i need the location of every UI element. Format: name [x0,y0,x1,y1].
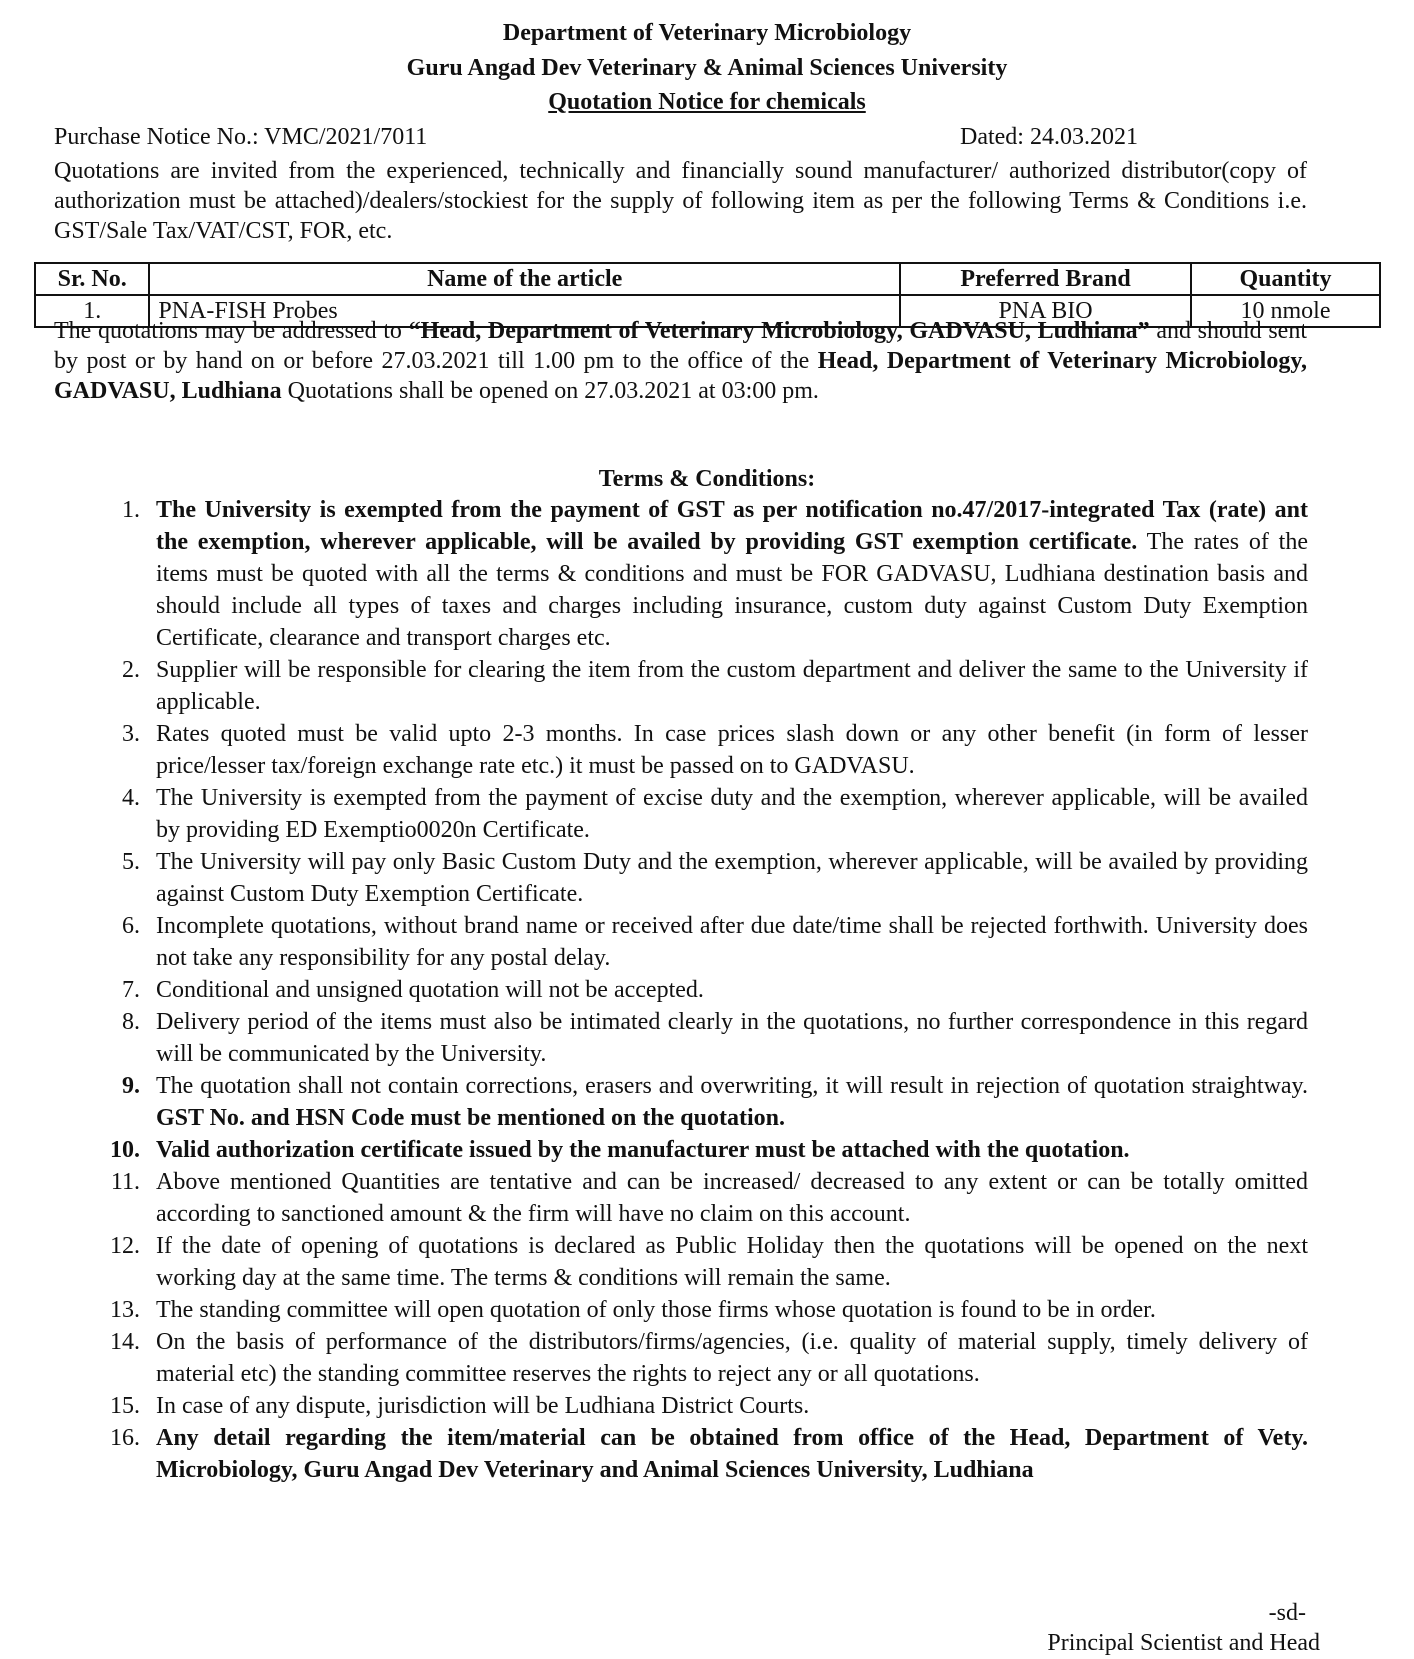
term-number: 1. [122,497,140,523]
term-number: 6. [122,913,140,939]
term-text: The standing committee will open quotation of only those firms whose quotation is found to be in order. [156,1297,1156,1323]
term-bold-text: GST No. and HSN Code must be mentioned on the quotation. [156,1105,786,1131]
term-text: The University will pay only Basic Custom Duty and the exemption, wherever applicable, will be availed by providing against Custom Duty Exemption Certificate. [156,849,1308,907]
cell-sr-no: 1. [35,295,149,327]
header-article: Name of the article [149,263,900,295]
term-number: 16. [110,1425,140,1451]
term-number: 9. [122,1073,140,1099]
address-text-2: and should sent by post or by hand on or before 27.03.2021 till 1.00 pm to the office of the [54,318,1307,374]
term-body-text: The rates of the items must be quoted with all the terms & conditions and must be FOR GADVASU, Ludhiana destination basis and should include all types of taxes and charges including insurance, custom duty against Custom Duty Exemption Certificate, clearance and transport charges etc. [156,529,1308,651]
term-number: 8. [122,1009,140,1035]
address-bold-2: Head, Department of Veterinary Microbiology, GADVASU, Ludhiana [54,348,1307,404]
department-heading: Department of Veterinary Microbiology [502,20,912,46]
term-number: 12. [110,1233,140,1259]
terms-title: Terms & Conditions: [598,466,816,492]
term-number: 10. [110,1137,140,1163]
term-text [156,1070,1308,1134]
intro-paragraph: Quotations are invited from the experienced, technically and financially sound manufacturer/ authorized distributor(copy of authorization must be attached)/dealers/stockiest for the supply of following item as per the following Terms & Conditions i.e. GST/Sale Tax/VAT/CST, FOR, etc. [54,158,1307,244]
term-text: Above mentioned Quantities are tentative and can be increased/ decreased to any extent or can be totally omitted according to sanctioned amount & the firm will have no claim on this account. [156,1169,1308,1227]
address-paragraph [54,316,1307,406]
list-item [0,1390,1414,1422]
term-text: On the basis of performance of the distributors/firms/agencies, (i.e. quality of material supply, timely delivery of material etc) the standing committee reserves the rights to reject any or all quotations. [156,1329,1308,1387]
term-number: 4. [122,785,140,811]
term-text: If the date of opening of quotations is declared as Public Holiday then the quotations will be opened on the next working day at the same time. The terms & conditions will remain the same. [156,1233,1308,1291]
table-header-row [35,263,1380,295]
list-item [0,974,1414,1006]
list-item [0,782,1414,846]
list-item [0,1422,1414,1486]
cell-quantity: 10 nmole [1191,295,1380,327]
term-text [156,494,1308,654]
header-quantity: Quantity [1191,263,1380,295]
term-text: Incomplete quotations, without brand name or received after due date/time shall be rejected forthwith. University does not take any responsibility for any postal delay. [156,913,1308,971]
term-number: 15. [110,1393,140,1419]
list-item [0,494,1414,654]
term-text: Any detail regarding the item/material can be obtained from office of the Head, Department of Vety. Microbiology, Guru Angad Dev Veterinary and Animal Sciences University, Ludhiana [156,1425,1308,1483]
notice-title-text: Quotation Notice for chemicals [548,89,866,115]
purchase-notice-number: Purchase Notice No.: VMC/2021/7011 [54,124,428,150]
list-item [0,846,1414,910]
notice-date: Dated: 24.03.2021 [960,124,1138,150]
terms-list [0,494,1414,1486]
term-number: 7. [122,977,140,1003]
list-item [0,718,1414,782]
term-text: In case of any dispute, jurisdiction will be Ludhiana District Courts. [156,1393,810,1419]
term-text: Rates quoted must be valid upto 2-3 months. In case prices slash down or any other benefit (in form of lesser price/lesser tax/foreign exchange rate etc.) it must be passed on to GADVASU. [156,721,1308,779]
notice-title [0,87,1414,117]
address-text-3: Quotations shall be opened on 27.03.2021 at 03:00 pm. [281,378,819,404]
list-item [0,654,1414,718]
term-bold-text: The University is exempted from the payment of GST as per notification no.47/2017-integrated Tax (rate) ant the exemption, wherever applicable, will be availed by providing GST exemption certificate. [156,497,1308,555]
address-bold-1: “Head, Department of Veterinary Microbiology, GADVASU, Ludhiana” [408,318,1150,344]
term-body-text: The quotation shall not contain corrections, erasers and overwriting, it will result in rejection of quotation straightway. [156,1073,1308,1099]
term-number: 3. [122,721,140,747]
term-number: 2. [122,657,140,683]
list-item [0,1006,1414,1070]
term-text: The University is exempted from the payment of excise duty and the exemption, wherever applicable, will be availed by providing ED Exemptio0020n Certificate. [156,785,1308,843]
cell-article: PNA-FISH Probes [149,295,900,327]
address-text-1: The quotations may be addressed to [54,318,409,344]
term-number: 11. [110,1169,140,1195]
list-item [0,1070,1414,1134]
list-item [0,1294,1414,1326]
list-item [0,1230,1414,1294]
term-text: Valid authorization certificate issued by the manufacturer must be attached with the quotation. [156,1137,1130,1163]
term-number: 5. [122,849,140,875]
term-text: Supplier will be responsible for clearing the item from the custom department and deliver the same to the University if applicable. [156,657,1308,715]
header-brand: Preferred Brand [900,263,1191,295]
list-item [0,910,1414,974]
list-item [0,1166,1414,1230]
signature-title: Principal Scientist and Head [1047,1630,1320,1656]
term-number: 13. [110,1297,140,1323]
term-text: Conditional and unsigned quotation will not be accepted. [156,977,704,1003]
list-item [0,1326,1414,1390]
list-item [0,1134,1414,1166]
university-heading: Guru Angad Dev Veterinary & Animal Sciences University [406,55,1008,81]
term-number: 14. [110,1329,140,1355]
signature-sd: -sd- [1268,1600,1306,1626]
cell-brand: PNA BIO [900,295,1191,327]
term-text: Delivery period of the items must also be intimated clearly in the quotations, no further correspondence in this regard will be communicated by the University. [156,1009,1308,1067]
header-sr-no: Sr. No. [35,263,149,295]
